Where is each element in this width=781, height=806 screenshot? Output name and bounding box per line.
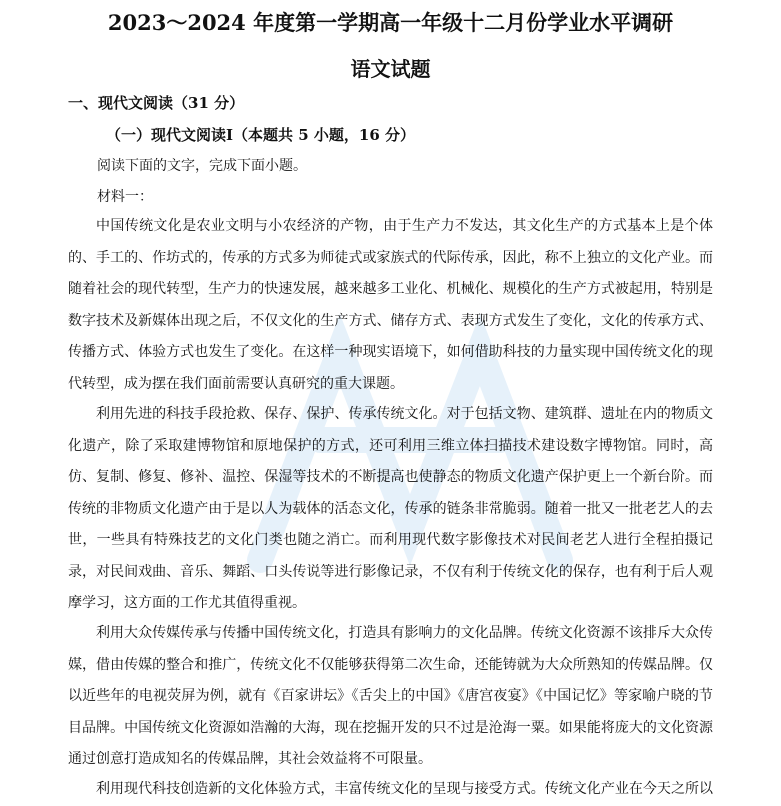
paragraph-line: 利用现代科技创造新的文化体验方式，丰富传统文化的呈现与接受方式。传统文化产业在今天之所以: [96, 781, 713, 797]
material-label: 材料一：: [97, 189, 153, 205]
paragraph-line: 世，一些具有特殊技艺的文化门类也随之消亡。而利用现代数字影像技术对民间老艺人进行全程拍摄记: [68, 532, 713, 548]
paragraph-line: 化遗产，除了采取建博物馆和原地保护的方式，还可利用三维立体扫描技术建设数字博物馆。同时，高: [68, 437, 713, 454]
paragraph-1: [68, 211, 713, 400]
paragraph-line: 的、手工的、作坊式的，传承的方式多为师徒式或家族式的代际传承，因此，称不上独立的文化产业。而: [68, 249, 713, 266]
exam-title: 2023～2024 年度第一学期高一年级十二月份学业水平调研: [107, 10, 674, 35]
instruction-text: 阅读下面的文字，完成下面小题。: [97, 158, 307, 174]
paragraph-line: 以近些年的电视荧屏为例，就有《百家讲坛》《舌尖上的中国》《唐宫夜宴》《中国记忆》等家喻户晓的节: [68, 688, 713, 704]
exam-subtitle: 语文试题: [350, 57, 431, 81]
paragraph-line: 传统的非物质文化遗产由于是以人为载体的活态文化，传承的链条非常脆弱。随着一批又一批老艺人的去: [68, 500, 713, 517]
paragraph-line: 代转型，成为摆在我们面前需要认真研究的重大课题。: [68, 375, 404, 392]
paragraph-line: 数字技术及新媒体出现之后，不仅文化的生产方式、储存方式、表现方式发生了变化，文化的传承方式、: [68, 312, 713, 329]
paragraph-4: [68, 774, 713, 806]
paragraph-line: 录，对民间戏曲、音乐、舞蹈、口头传说等进行影像记录，不仅有利于传统文化的保存，也有利于后人观: [68, 563, 713, 580]
subsection-heading: （一）现代文阅读Ⅰ（本题共 5 小题，16 分）: [106, 126, 415, 144]
paragraph-line: 目品牌。中国传统文化资源如浩瀚的大海，现在挖掘开发的只不过是沧海一粟。如果能将庞大的文化资源: [68, 719, 713, 736]
paragraph-line: 随着社会的现代转型，生产力的快速发展，越来越多工业化、机械化、规模化的生产方式被起用，特别是: [68, 281, 713, 297]
section-heading: 一、现代文阅读（31 分）: [68, 94, 245, 112]
paragraph-3: [68, 618, 713, 776]
paragraph-2: [68, 399, 713, 620]
paragraph-line: 仿、复制、修复、修补、温控、保湿等技术的不断提高也使静态的物质文化遗产保护更上一个新台阶。而: [68, 469, 713, 485]
paragraph-line: 传播方式、体验方式也发生了变化。在这样一种现实语境下，如何借助科技的力量实现中国传统文化的现: [68, 344, 713, 360]
paragraph-line: 利用先进的科技手段抢救、保存、保护、传承传统文化。对于包括文物、建筑群、遗址在内的物质文: [96, 406, 713, 422]
paragraph-line: 摩学习，这方面的工作尤其值得重视。: [68, 595, 306, 611]
paragraph-line: 媒，借由传媒的整合和推广，传统文化不仅能够获得第二次生命，还能铸就为大众所熟知的传媒品牌。仅: [68, 656, 713, 673]
paragraph-line: 利用大众传媒传承与传播中国传统文化，打造具有影响力的文化品牌。传统文化资源不该排斥大众传: [96, 625, 713, 641]
paragraph-line: 中国传统文化是农业文明与小农经济的产物，由于生产力不发达，其文化生产的方式基本上是个体: [96, 218, 713, 234]
paragraph-line: 通过创意打造成知名的传媒品牌，其社会效益将不可限量。: [68, 751, 432, 767]
